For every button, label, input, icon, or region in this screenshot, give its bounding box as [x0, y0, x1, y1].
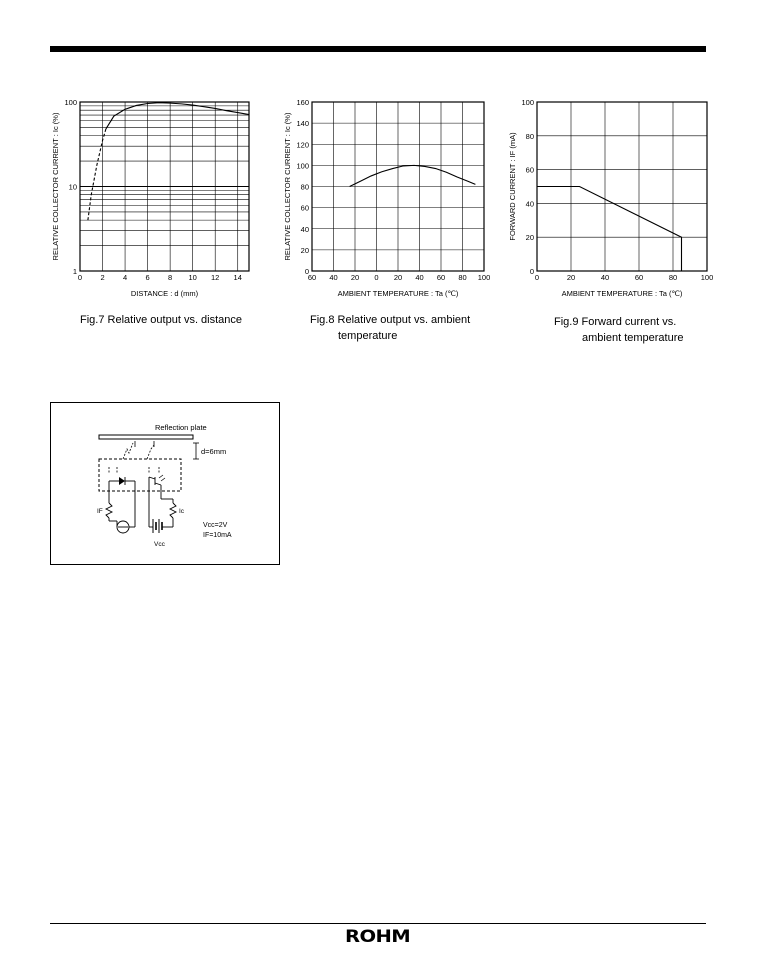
chart-caption — [310, 312, 470, 344]
y-axis-label: RELATIVE COLLECTOR CURRENT : Ic (%) — [51, 112, 60, 261]
x-tick-label: 80 — [458, 273, 467, 282]
y-tick-label: 100 — [296, 161, 309, 171]
led-symbol — [119, 477, 125, 485]
resistor-ic — [170, 503, 176, 518]
resistor-if — [106, 503, 112, 518]
x-tick-label: 14 — [233, 273, 242, 282]
measurement-circuit-diagram — [51, 403, 279, 564]
y-tick-label: 1 — [72, 267, 77, 276]
x-tick-label: 60 — [307, 273, 317, 282]
x-tick-label: 6 — [145, 273, 150, 282]
x-tick-label: 100 — [477, 273, 491, 282]
y-axis-label: RELATIVE COLLECTOR CURRENT : Ic (%) — [283, 112, 292, 261]
reflection-plate-label: Reflection plate — [155, 423, 207, 432]
rohm-logo: ROHM — [345, 927, 411, 947]
x-axis-label: AMBIENT TEMPERATURE : Ta (℃) — [561, 289, 683, 298]
chart-caption — [80, 312, 242, 328]
chart-forward-current-vs-temperature — [0, 0, 757, 310]
caption-line: Fig.9 Forward current vs. — [554, 316, 677, 328]
y-tick-label: 40 — [300, 224, 309, 234]
x-tick-label: 10 — [188, 273, 197, 282]
chart-caption — [554, 314, 684, 346]
distance-label: d=6mm — [201, 447, 227, 456]
y-tick-label: 80 — [525, 131, 534, 141]
y-tick-label: 10 — [68, 182, 77, 192]
x-tick-label: 40 — [415, 273, 424, 282]
x-tick-label: 80 — [668, 273, 678, 282]
series-line — [537, 187, 682, 272]
y-tick-label: 20 — [525, 233, 534, 243]
reflection-plate — [99, 435, 193, 439]
x-tick-label: 40 — [600, 273, 610, 282]
y-axis-label: FORWARD CURRENT : IF (mA) — [508, 132, 517, 241]
sensor-body — [99, 459, 181, 491]
caption-line: Fig.7 Relative output vs. distance — [80, 314, 243, 326]
x-tick-label: 8 — [168, 273, 173, 282]
x-tick-label: 0 — [77, 273, 83, 282]
x-tick-label: 4 — [122, 273, 128, 282]
y-tick-label: 60 — [300, 203, 309, 213]
caption-line: Fig.8 Relative output vs. ambient — [310, 314, 471, 326]
condition-vcc: Vcc=2V — [203, 522, 228, 529]
x-tick-label: 0 — [374, 273, 379, 282]
x-tick-label: 2 — [100, 273, 105, 282]
y-tick-label: 20 — [300, 245, 309, 255]
if-label: IF — [97, 508, 103, 515]
x-tick-label: 40 — [329, 273, 338, 282]
footer-rule — [50, 923, 706, 924]
ic-label: Ic — [179, 508, 185, 515]
x-tick-label: 20 — [566, 273, 576, 282]
y-tick-label: 80 — [300, 182, 309, 192]
x-tick-label: 20 — [393, 273, 403, 282]
y-tick-label: 60 — [525, 165, 534, 175]
x-axis-label: AMBIENT TEMPERATURE : Ta (℃) — [337, 289, 459, 298]
y-tick-label: 40 — [525, 199, 534, 209]
condition-if: IF=10mA — [203, 532, 232, 539]
y-tick-label: 160 — [296, 98, 309, 107]
measurement-circuit-frame — [50, 402, 280, 565]
caption-line: ambient temperature — [582, 332, 684, 344]
vcc-label: Vcc — [154, 541, 165, 548]
y-tick-label: 0 — [304, 267, 309, 276]
y-tick-label: 120 — [296, 140, 309, 150]
y-tick-label: 100 — [521, 98, 534, 107]
x-tick-label: 60 — [436, 273, 446, 282]
y-tick-label: 100 — [64, 98, 77, 107]
x-tick-label: 12 — [211, 273, 220, 282]
y-tick-label: 0 — [529, 267, 534, 276]
x-tick-label: 100 — [700, 273, 714, 282]
x-tick-label: 20 — [350, 273, 360, 282]
caption-line: temperature — [338, 330, 398, 342]
x-tick-label: 60 — [634, 273, 644, 282]
x-tick-label: 0 — [534, 273, 540, 282]
x-axis-label: DISTANCE : d (mm) — [130, 289, 199, 298]
y-tick-label: 140 — [296, 119, 309, 129]
